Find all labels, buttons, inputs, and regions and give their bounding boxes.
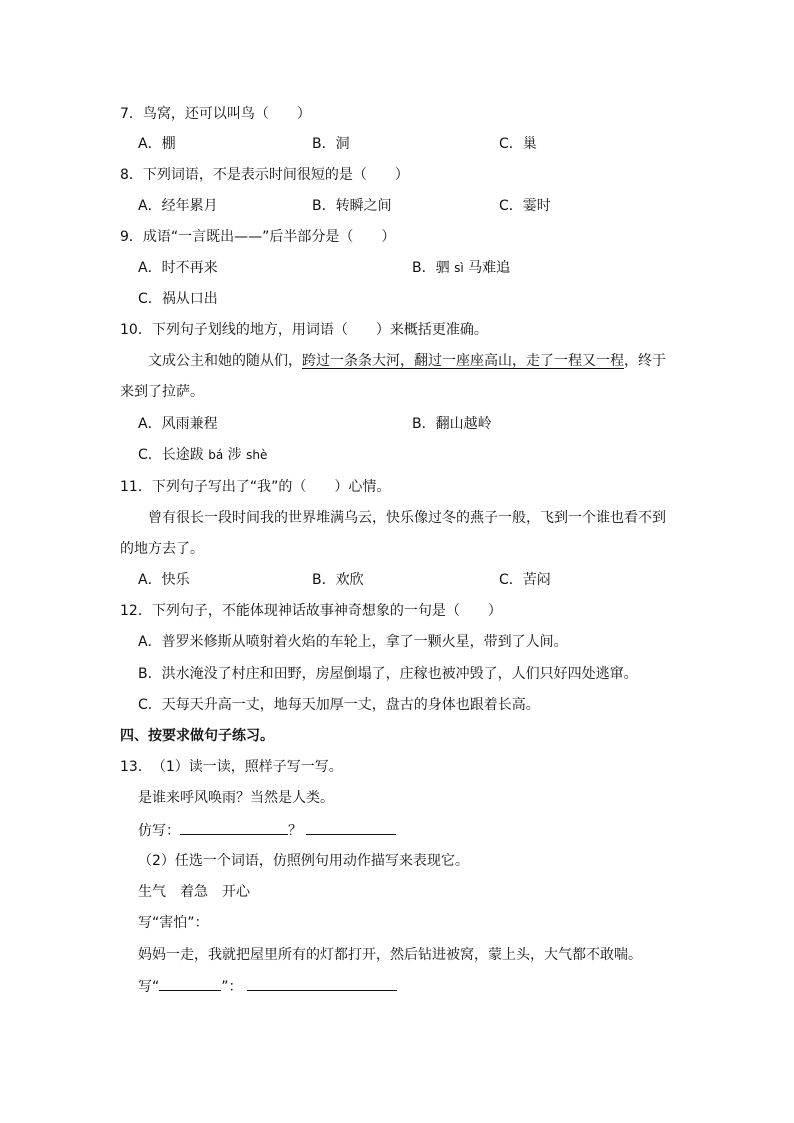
q10-passage-line1: [148, 351, 666, 371]
q11-stem: 11．下列句子写出了“我”的（ ）心情。: [120, 479, 391, 495]
q12-option-a[interactable]: A．普罗米修斯从喷射着火焰的车轮上，拿了一颗火星，带到了人间。: [138, 634, 568, 650]
q13-part2: （2）任选一个词语，仿照例句用动作描写来表现它。: [138, 853, 469, 869]
q13-write2-word-blank[interactable]: [159, 976, 221, 991]
q10-passage-line2: 来到了拉萨。: [120, 384, 204, 400]
q9-option-b-pinyin: sì: [454, 261, 464, 275]
q9-option-c[interactable]: C．祸从口出: [138, 291, 218, 307]
q10-option-b[interactable]: B．翻山越岭: [412, 416, 492, 432]
q9-option-b-text-end: 马难追: [468, 260, 511, 276]
q11-passage-line2: 的地方去了。: [120, 541, 204, 557]
q13-imitate-blank-1[interactable]: [180, 820, 288, 835]
q13-write2-open: 写“: [138, 979, 160, 995]
q13-imitate-blank-2[interactable]: [306, 820, 396, 835]
q11-option-b[interactable]: B．欢欣: [312, 572, 364, 588]
q9-stem: 9．成语“一言既出——”后半部分是（ ）: [120, 229, 396, 245]
q12-option-c[interactable]: C．天每天升高一丈，地每天加厚一丈，盘古的身体也跟着长高。: [138, 697, 540, 713]
q10-option-c-pinyin2: shè: [246, 448, 268, 462]
q8-option-a[interactable]: A．经年累月: [138, 198, 218, 214]
q10-passage-underlined: 跨过一条条大河，翻过一座座高山，走了一程又一程: [302, 353, 624, 369]
q10-option-a[interactable]: A．风雨兼程: [138, 416, 218, 432]
q9-option-b[interactable]: [412, 258, 510, 278]
q13-write2-row: [138, 976, 397, 997]
q13-write-label: 写“害怕”：: [138, 915, 209, 931]
q10-option-c-pinyin1: bá: [208, 448, 224, 462]
q7-stem: 7．鸟窝，还可以叫鸟（ ）: [120, 106, 311, 122]
q10-stem: 10．下列句子划线的地方，用词语（ ）来概括更准确。: [120, 322, 488, 338]
q13-model: 妈妈一走，我就把屋里所有的灯都打开，然后钻进被窝，蒙上头，大气都不敢喘。: [138, 947, 642, 963]
q7-option-c[interactable]: C．巢: [499, 136, 537, 152]
q8-option-b[interactable]: B．转瞬之间: [312, 198, 392, 214]
q7-option-a[interactable]: A．棚: [138, 136, 176, 152]
q11-option-c[interactable]: C．苦闷: [499, 572, 551, 588]
section4-heading: 四、按要求做句子练习。: [120, 728, 274, 744]
q13-words: 生气 着急 开心: [138, 884, 250, 900]
q13-imitate-mark: ？: [288, 823, 302, 839]
q12-option-b[interactable]: B．洪水淹没了村庄和田野，房屋倒塌了，庄稼也被冲毁了，人们只好四处逃窜。: [138, 666, 638, 682]
q8-option-c[interactable]: C．霎时: [499, 198, 551, 214]
q7-option-b[interactable]: B．洞: [312, 136, 350, 152]
q9-option-b-text: B．驷: [412, 260, 450, 276]
q13-write2-close: ”：: [221, 979, 243, 995]
q13-imitate-label: 仿写：: [138, 823, 180, 839]
q10-option-c-mid: 涉: [223, 447, 242, 463]
q13-example: 是谁来呼风唤雨？当然是人类。: [138, 790, 334, 806]
q10-option-c[interactable]: [138, 445, 267, 465]
q8-stem: 8．下列词语，不是表示时间很短的是（ ）: [120, 167, 409, 183]
q10-passage-start: 文成公主和她的随从们，: [148, 353, 302, 369]
q10-passage-end: ，终于: [624, 353, 666, 369]
q13-stem: 13． （1）读一读，照样子写一写。: [120, 759, 343, 775]
q13-imitate-row: [138, 820, 396, 841]
q11-passage-line1: 曾有很长一段时间我的世界堆满乌云，快乐像过冬的燕子一般，飞到一个谁也看不到: [148, 510, 666, 526]
q11-option-a[interactable]: A．快乐: [138, 572, 190, 588]
q10-option-c-text: C．长途跋: [138, 447, 204, 463]
q9-option-a[interactable]: A．时不再来: [138, 260, 218, 276]
q12-stem: 12．下列句子，不能体现神话故事神奇想象的一句是（ ）: [120, 603, 502, 619]
q13-write2-answer-blank[interactable]: [247, 976, 397, 991]
